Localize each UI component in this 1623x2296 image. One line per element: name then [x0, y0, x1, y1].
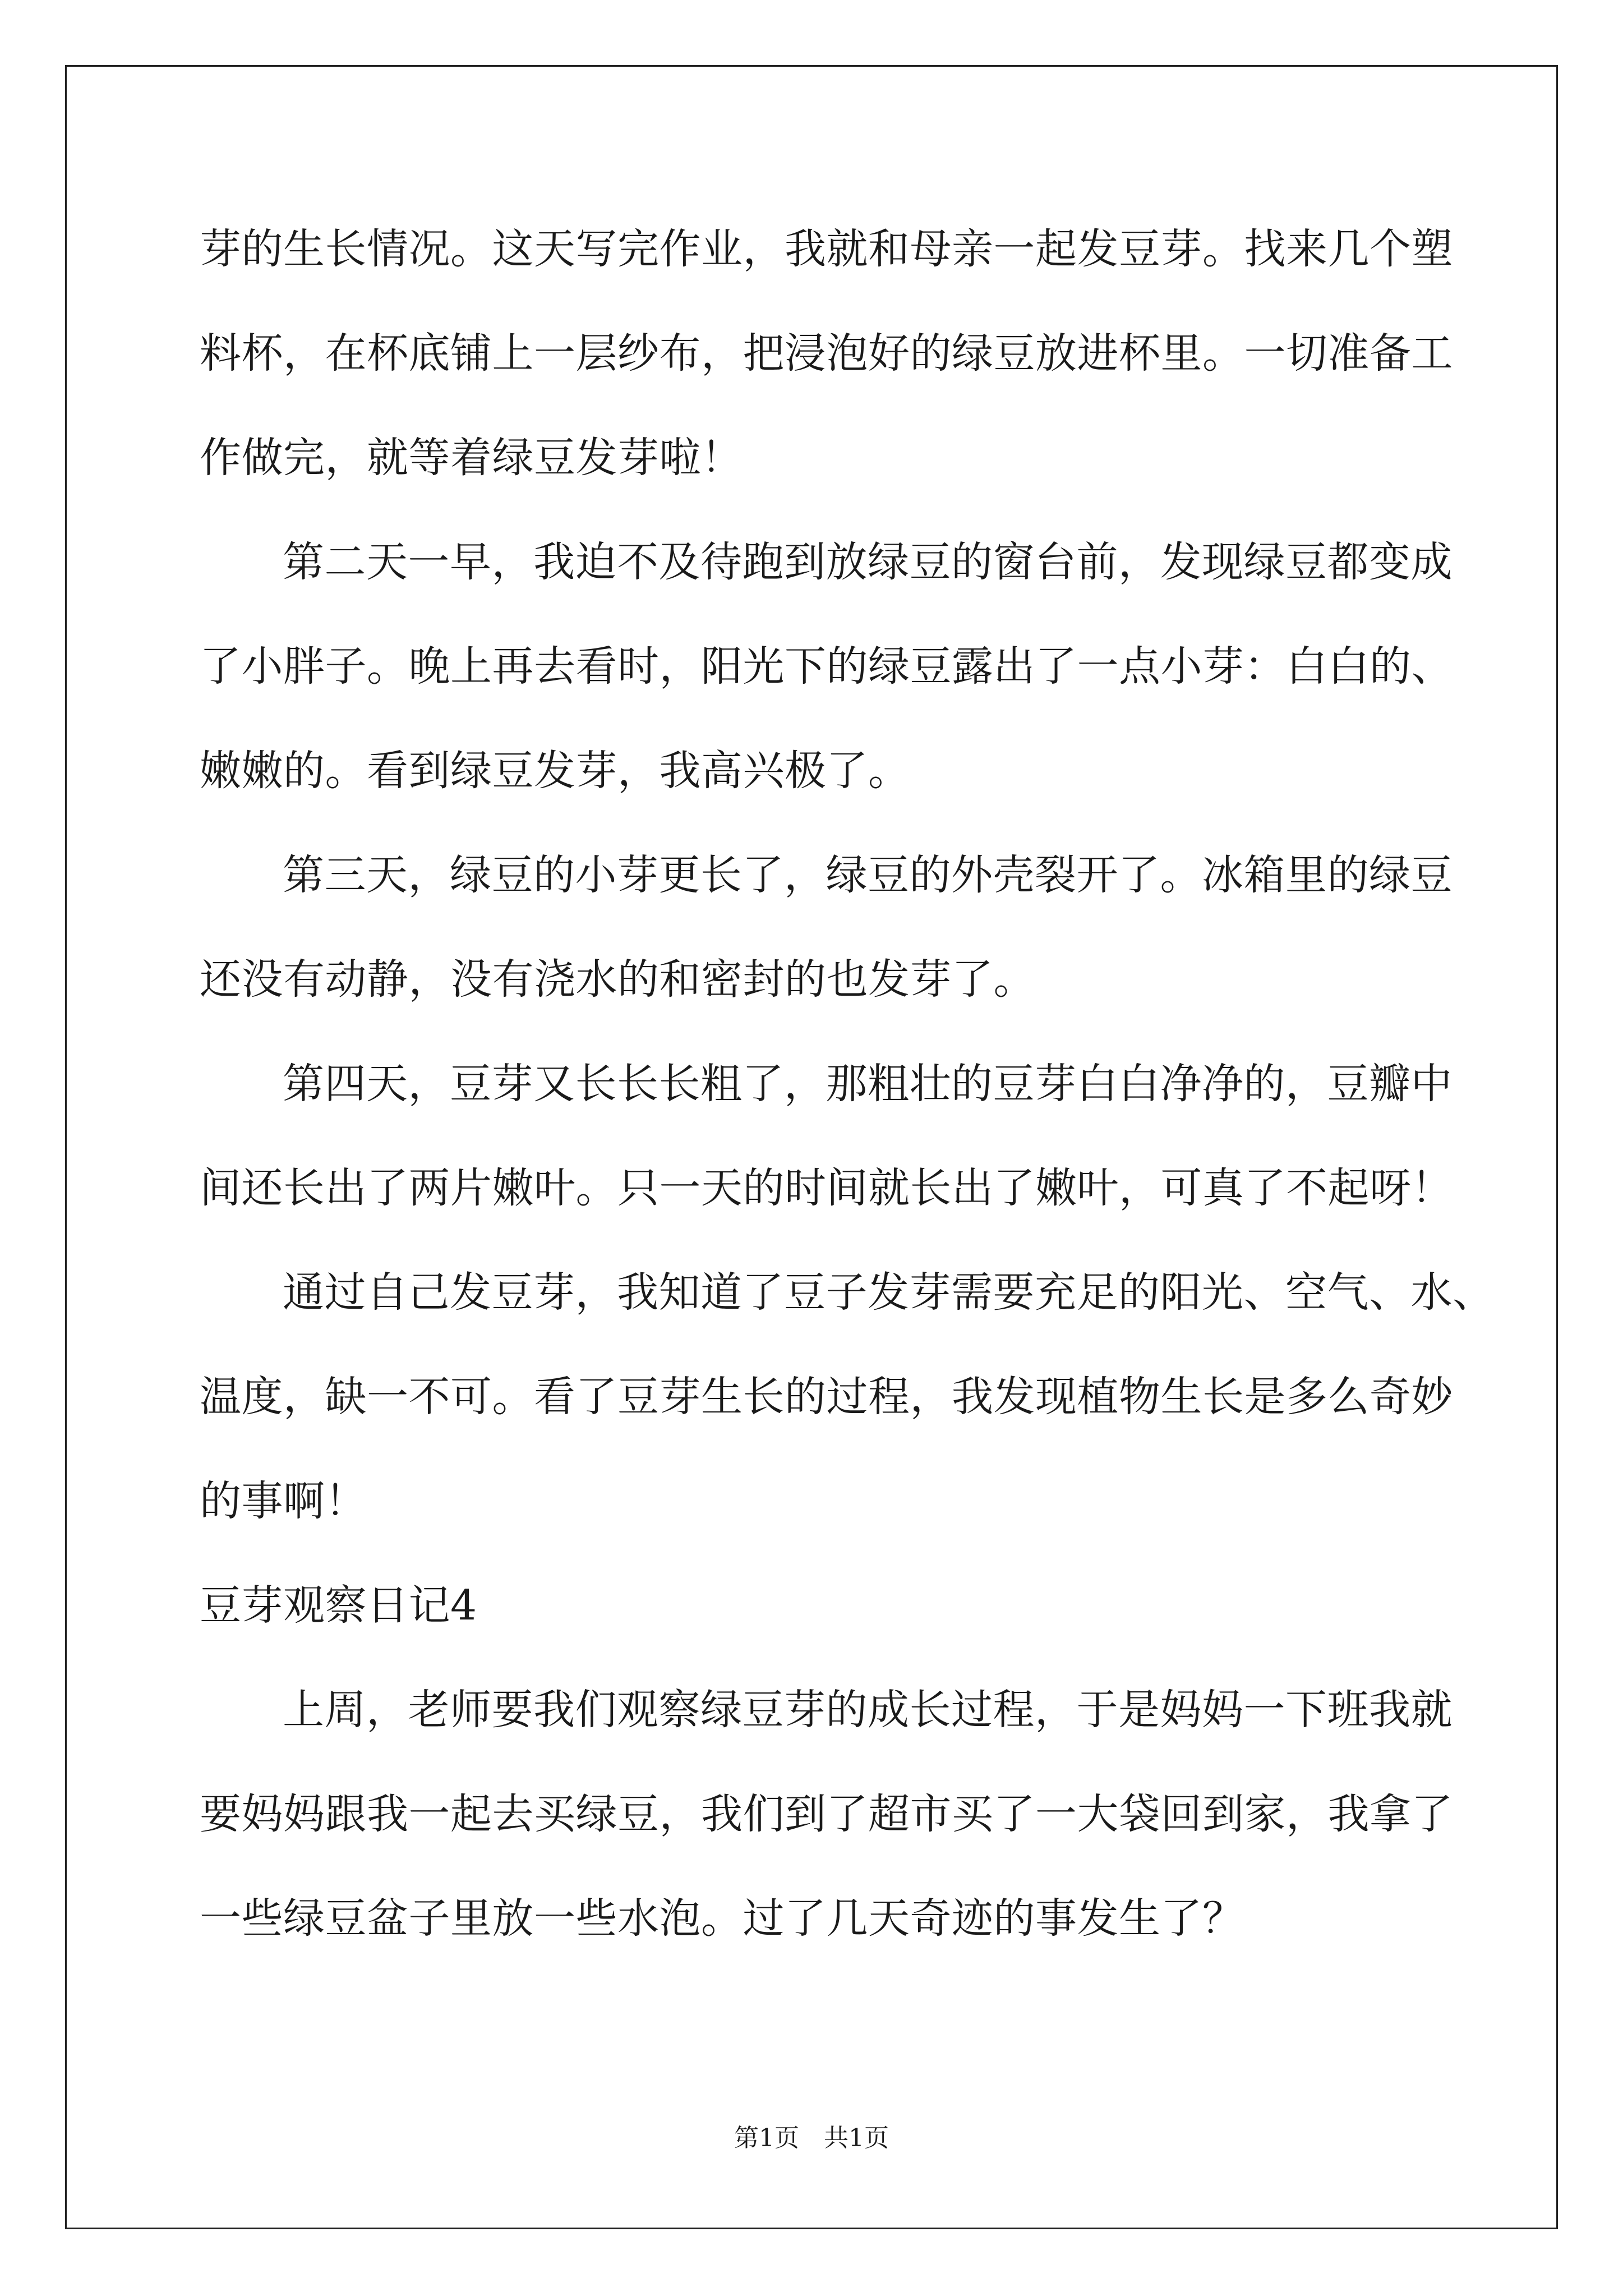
text-line: 第二天一早，我迫不及待跑到放绿豆的窗台前，发现绿豆都变成 [283, 538, 1453, 586]
document-body [200, 219, 1495, 1993]
text-line: 要妈妈跟我一起去买绿豆，我们到了超市买了一大袋回到家，我拿了 [200, 1790, 1453, 1838]
text-line: 间还长出了两片嫩叶。只一天的时间就长出了嫩叶，可真了不起呀！ [200, 1164, 1453, 1212]
text-line: 作做完，就等着绿豆发芽啦！ [200, 434, 743, 482]
text-line: 通过自己发豆芽，我知道了豆子发芽需要充足的阳光、空气、水、 [283, 1268, 1495, 1317]
text-line: 第三天，绿豆的小芽更长了，绿豆的外壳裂开了。冰箱里的绿豆 [283, 851, 1453, 899]
text-line: 料杯，在杯底铺上一层纱布，把浸泡好的绿豆放进杯里。一切准备工 [200, 329, 1453, 378]
text-line: 温度，缺一不可。看了豆芽生长的过程，我发现植物生长是多么奇妙 [200, 1373, 1453, 1421]
text-line: 芽的生长情况。这天写完作业，我就和母亲一起发豆芽。找来几个塑 [200, 225, 1453, 273]
page-number-current: 第1页 [734, 2124, 799, 2152]
section-heading: 豆芽观察日记4 [200, 1581, 477, 1630]
text-line: 还没有动静，没有浇水的和密封的也发芽了。 [200, 955, 1035, 1004]
text-line: 的事啊！ [200, 1477, 367, 1525]
text-line: 第四天，豆芽又长长长粗了，那粗壮的豆芽白白净净的，豆瓣中 [283, 1060, 1453, 1108]
text-line: 嫩嫩的。看到绿豆发芽，我高兴极了。 [200, 747, 910, 795]
page-footer [0, 2122, 1623, 2155]
text-line: 了小胖子。晚上再去看时，阳光下的绿豆露出了一点小芽：白白的、 [200, 642, 1453, 691]
text-line: 一些绿豆盆子里放一些水泡。过了几天奇迹的事发生了？ [200, 1894, 1244, 1943]
text-line: 上周，老师要我们观察绿豆芽的成长过程，于是妈妈一下班我就 [283, 1686, 1453, 1734]
page-number-total: 共1页 [824, 2124, 889, 2152]
